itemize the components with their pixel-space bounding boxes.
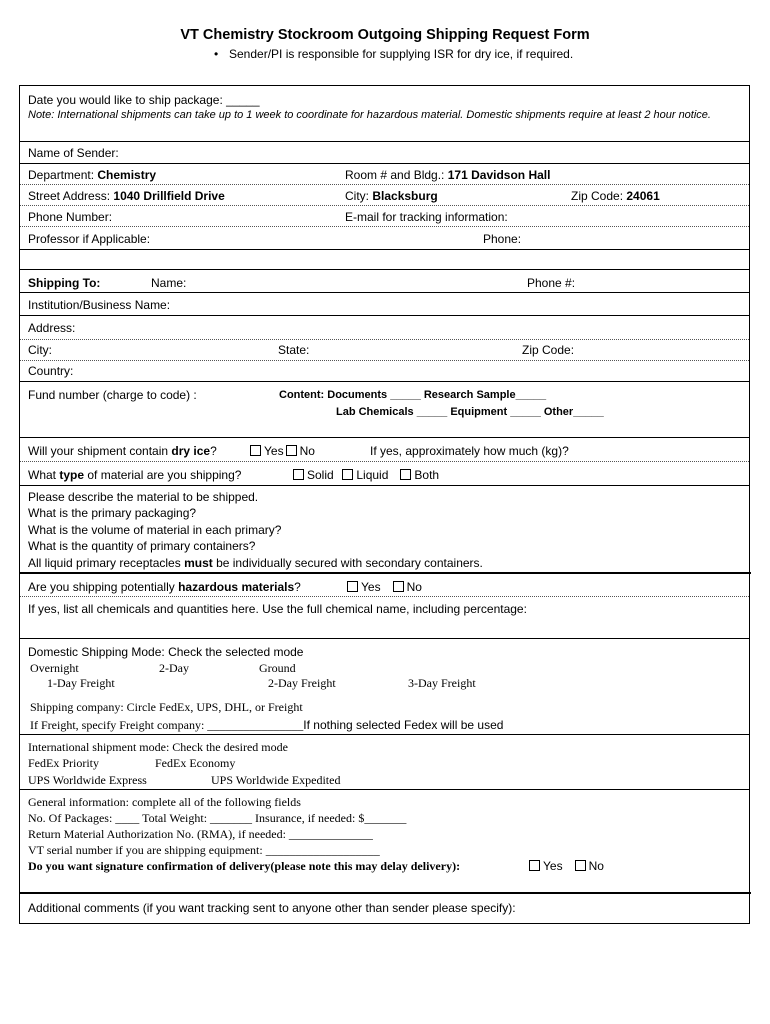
international-mode-heading: International shipment mode: Check the desired mode: [28, 740, 288, 754]
dry-ice-question: Will your shipment contain dry ice?: [28, 444, 217, 458]
room-field[interactable]: Room # and Bldg.: 171 Davidson Hall: [345, 168, 551, 182]
dry-ice-yes-checkbox[interactable]: [250, 445, 261, 456]
packages-weight-insurance-field[interactable]: No. Of Packages: ____ Total Weight: _______ Insurance, if needed: $_______: [28, 811, 407, 825]
both-checkbox[interactable]: [400, 469, 411, 480]
hazardous-question: Are you shipping potentially hazardous materials?: [28, 580, 301, 594]
signature-options: Yes No: [527, 859, 604, 873]
rma-field[interactable]: Return Material Authorization No. (RMA), if needed: ______________: [28, 827, 373, 841]
dry-ice-no-checkbox[interactable]: [286, 445, 297, 456]
street-field[interactable]: Street Address: 1040 Drillfield Drive: [28, 189, 225, 203]
recipient-state-field[interactable]: State:: [278, 343, 310, 357]
tracking-email-field[interactable]: E-mail for tracking information:: [345, 210, 508, 224]
recipient-name-field[interactable]: Name:: [151, 276, 187, 290]
sender-phone-field[interactable]: Phone Number:: [28, 210, 113, 224]
form-title: VT Chemistry Stockroom Outgoing Shipping Request Form: [180, 27, 590, 43]
country-field[interactable]: Country:: [28, 364, 74, 378]
freight-company-field[interactable]: If Freight, specify Freight company: ________________If nothing selected Fedex will be used: [30, 718, 504, 732]
signature-yes-checkbox[interactable]: [529, 860, 540, 871]
material-type-options: Solid Liquid Both: [291, 468, 439, 482]
zip-field[interactable]: Zip Code: 24061: [571, 189, 660, 203]
chemical-list-field[interactable]: If yes, list all chemicals and quantities here. Use the full chemical name, including percentage:: [28, 602, 527, 616]
two-day-freight-option[interactable]: 2-Day Freight: [268, 676, 336, 690]
overnight-option[interactable]: Overnight: [30, 661, 79, 675]
describe-line-1: Please describe the material to be shipped.: [28, 490, 259, 504]
fedex-economy-option[interactable]: FedEx Economy: [155, 756, 236, 770]
fund-number-field[interactable]: Fund number (charge to code) :: [28, 388, 197, 402]
ship-date-field[interactable]: Date you would like to ship package: _____: [28, 93, 260, 107]
recipient-phone-field[interactable]: Phone #:: [527, 276, 576, 290]
general-info-heading: General information: complete all of the following fields: [28, 795, 301, 809]
date-note: Note: International shipments can take up to 1 week to coordinate for hazardous material. Domestic shipments require at least 2 hour notice.: [28, 109, 711, 121]
shipping-to-heading: Shipping To:: [28, 276, 101, 290]
bullet-icon: •: [214, 47, 219, 61]
content-options-row2[interactable]: Lab Chemicals _____ Equipment _____ Other_____: [336, 406, 604, 418]
hazardous-options: Yes No: [345, 580, 422, 594]
content-options-row1[interactable]: Content: Documents _____ Research Sample_____: [279, 389, 547, 401]
dry-ice-options: Yes No: [248, 444, 315, 458]
institution-field[interactable]: Institution/Business Name:: [28, 298, 171, 312]
signature-no-checkbox[interactable]: [575, 860, 586, 871]
solid-checkbox[interactable]: [293, 469, 304, 480]
liquid-checkbox[interactable]: [342, 469, 353, 480]
dry-ice-amount-field[interactable]: If yes, approximately how much (kg)?: [370, 444, 569, 458]
describe-line-5: All liquid primary receptacles must be individually secured with secondary containers.: [28, 556, 483, 570]
shipping-request-form: [19, 85, 750, 924]
describe-line-3: What is the volume of material in each primary?: [28, 523, 282, 537]
signature-confirmation-question: Do you want signature confirmation of delivery(please note this may delay delivery):: [28, 859, 461, 873]
professor-phone-field[interactable]: Phone:: [483, 232, 522, 246]
sender-name-field[interactable]: Name of Sender:: [28, 146, 119, 160]
bullet-text: Sender/PI is responsible for supplying ISR for dry ice, if required.: [229, 47, 574, 61]
describe-line-4: What is the quantity of primary containers?: [28, 539, 256, 553]
two-day-option[interactable]: 2-Day: [159, 661, 189, 675]
describe-line-2: What is the primary packaging?: [28, 506, 197, 520]
domestic-mode-heading: Domestic Shipping Mode: Check the selected mode: [28, 645, 304, 659]
serial-number-field[interactable]: VT serial number if you are shipping equipment: ___________________: [28, 843, 380, 857]
professor-field[interactable]: Professor if Applicable:: [28, 232, 151, 246]
additional-comments-field[interactable]: Additional comments (if you want tracking sent to anyone other than sender please specify):: [28, 901, 516, 915]
material-type-question: What type of material are you shipping?: [28, 468, 242, 482]
hazardous-no-checkbox[interactable]: [393, 581, 404, 592]
hazardous-yes-checkbox[interactable]: [347, 581, 358, 592]
one-day-freight-option[interactable]: 1-Day Freight: [47, 676, 115, 690]
ups-express-option[interactable]: UPS Worldwide Express: [28, 773, 147, 787]
recipient-city-field[interactable]: City:: [28, 343, 52, 357]
ups-expedited-option[interactable]: UPS Worldwide Expedited: [211, 773, 341, 787]
ground-option[interactable]: Ground: [259, 661, 296, 675]
fedex-priority-option[interactable]: FedEx Priority: [28, 756, 99, 770]
city-field[interactable]: City: Blacksburg: [345, 189, 438, 203]
address-field[interactable]: Address:: [28, 321, 76, 335]
three-day-freight-option[interactable]: 3-Day Freight: [408, 676, 476, 690]
shipping-company-line[interactable]: Shipping company: Circle FedEx, UPS, DHL, or Freight: [30, 700, 303, 714]
department-field[interactable]: Department: Chemistry: [28, 168, 157, 182]
isr-bullet: [214, 47, 573, 61]
recipient-zip-field[interactable]: Zip Code:: [522, 343, 575, 357]
